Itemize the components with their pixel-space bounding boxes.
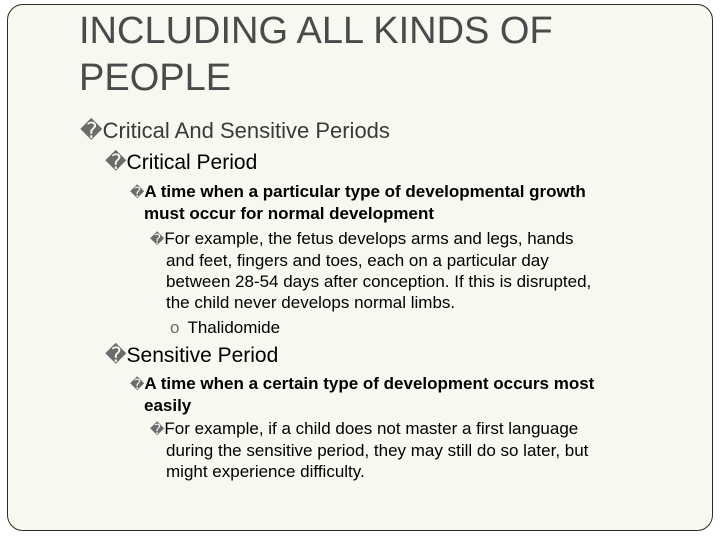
critical-example — [150, 228, 591, 313]
bullet-icon: � — [105, 151, 127, 174]
sensitive-heading: Sensitive Period — [126, 344, 279, 367]
bullet-icon: � — [150, 421, 165, 437]
critical-example-line-4: the child never develops normal limbs. — [166, 293, 456, 312]
critical-example-line-3: between 28-54 days after conception. If this is disrupted, — [166, 272, 592, 291]
bullet-icon: � — [150, 231, 165, 247]
sensitive-definition — [130, 373, 594, 416]
sub-example-text: Thalidomide — [187, 318, 281, 337]
bullet-critical-and-sensitive-periods — [80, 118, 390, 144]
sensitive-definition-line-2: easily — [144, 396, 192, 415]
sensitive-example-line-2: during the sensitive period, they may still do so later, but — [166, 441, 589, 460]
critical-definition-line-1: A time when a particular type of developmental growth — [144, 182, 586, 201]
slide-title: INCLUDING ALL KINDS OF PEOPLE — [79, 10, 553, 99]
bullet-icon: � — [130, 184, 145, 200]
critical-sub-example — [170, 318, 280, 338]
sensitive-definition-line-1: A time when a certain type of development occurs most — [144, 374, 595, 393]
bullet-icon: � — [80, 118, 103, 143]
bullet-text: Critical And Sensitive Periods — [102, 118, 390, 143]
critical-example-line-2: and feet, fingers and toes, each on a particular day — [166, 251, 549, 270]
bullet-sensitive-period — [105, 343, 278, 368]
critical-definition-line-2: must occur for normal development — [144, 204, 434, 223]
sensitive-example — [150, 418, 588, 482]
critical-definition — [130, 181, 586, 224]
critical-heading: Critical Period — [126, 151, 258, 174]
bullet-icon: � — [130, 376, 145, 392]
sensitive-example-line-3: might experience difficulty. — [166, 462, 365, 481]
sensitive-example-line-1: For example, if a child does not master a first language — [164, 419, 579, 438]
sub-bullet-icon: o — [170, 318, 180, 337]
bullet-icon: � — [105, 344, 127, 367]
critical-example-line-1: For example, the fetus develops arms and legs, hands — [164, 229, 574, 248]
bullet-critical-period — [105, 150, 257, 175]
